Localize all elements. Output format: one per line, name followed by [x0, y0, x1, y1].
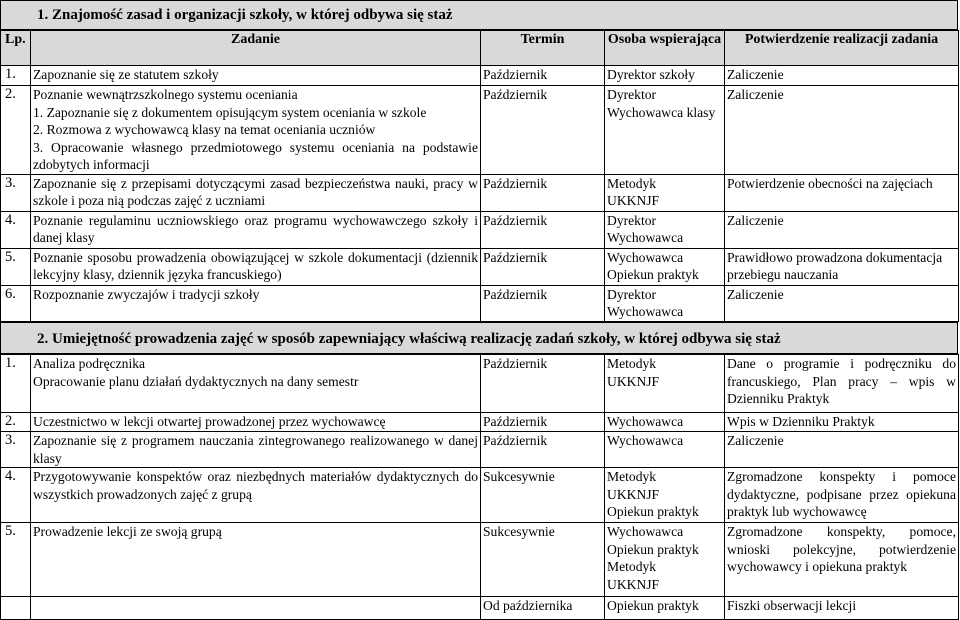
osoba-line: Metodyk — [607, 559, 657, 574]
cell-termin: Październik — [481, 285, 605, 321]
osoba-line: Wychowawca — [607, 230, 684, 245]
header-lp: Lp. — [1, 31, 31, 66]
cell-osoba — [605, 174, 725, 211]
zadanie-line: 2. Rozmowa z wychowawcą klasy na temat oceniania uczniów — [33, 122, 376, 137]
cell-termin: Od października — [481, 597, 605, 620]
cell-termin: Październik — [481, 174, 605, 211]
header-termin: Termin — [481, 31, 605, 66]
cell-potwierdzenie — [725, 66, 959, 86]
cell-zadanie — [31, 86, 481, 175]
header-osoba: Osoba wspierająca — [605, 31, 725, 66]
zadanie-line: Przygotowywanie konspektów oraz niezbędnych materiałów dydaktycznych do wszystkich prowadzonych zajęć z grupą — [33, 469, 478, 502]
osoba-line: Wychowawca — [607, 304, 684, 319]
cell-potwierdzenie — [725, 174, 959, 211]
osoba-line: Wychowawca — [607, 414, 684, 429]
cell-zadanie — [31, 355, 481, 413]
table-row — [1, 432, 959, 468]
cell-lp: 5. — [1, 248, 31, 285]
section-1-title: 1. Znajomość zasad i organizacji szkoły, w której odbywa się staż — [37, 7, 453, 23]
cell-zadanie — [31, 432, 481, 468]
osoba-line: Opiekun praktyk — [607, 541, 699, 557]
cell-termin: Sukcesywnie — [481, 523, 605, 597]
potwierdzenie-line: Zaliczenie — [727, 67, 784, 82]
potwierdzenie-line: Zgromadzone konspekty i pomoce dydaktyczne, podpisane przez opiekuna praktyk lub wychowawcę — [727, 469, 956, 519]
cell-termin: Październik — [481, 413, 605, 432]
section-1-header — [0, 0, 958, 30]
osoba-line: Metodyk — [607, 469, 657, 484]
osoba-line: Wychowawca — [607, 524, 684, 539]
table-row — [1, 66, 959, 86]
potwierdzenie-line: Wpis w Dzienniku Praktyk — [727, 414, 875, 429]
cell-zadanie — [31, 597, 481, 620]
cell-osoba — [605, 66, 725, 86]
section-2-header — [0, 322, 958, 354]
cell-zadanie — [31, 66, 481, 86]
cell-potwierdzenie — [725, 248, 959, 285]
potwierdzenie-line: Zaliczenie — [727, 87, 784, 102]
cell-osoba — [605, 355, 725, 413]
cell-potwierdzenie — [725, 355, 959, 413]
cell-termin: Październik — [481, 432, 605, 468]
cell-lp: 3. — [1, 174, 31, 211]
table-row — [1, 248, 959, 285]
table-row — [1, 355, 959, 413]
cell-osoba — [605, 432, 725, 468]
potwierdzenie-line: Zaliczenie — [727, 286, 784, 302]
zadanie-line: Analiza podręcznika — [33, 356, 146, 371]
cell-lp: 2. — [1, 86, 31, 175]
potwierdzenie-line: Zaliczenie — [727, 212, 784, 228]
potwierdzenie-line: Prawidłowo prowadzona dokumentacja przebiegu nauczania — [727, 249, 943, 282]
zadanie-line: 1. Zapoznanie się z dokumentem opisującym system oceniania w szkole — [33, 104, 427, 120]
cell-potwierdzenie — [725, 523, 959, 597]
cell-osoba — [605, 468, 725, 523]
cell-zadanie — [31, 211, 481, 248]
cell-zadanie — [31, 413, 481, 432]
cell-zadanie — [31, 285, 481, 321]
zadanie-line: Opracowanie planu działań dydaktycznych na dany semestr — [33, 373, 359, 389]
zadanie-line: Uczestnictwo w lekcji otwartej prowadzonej przez wychowawcę — [33, 414, 386, 429]
osoba-line: Opiekun praktyk — [607, 267, 699, 282]
zadanie-line: Rozpoznanie zwyczajów i tradycji szkoły — [33, 286, 260, 302]
table-row — [1, 211, 959, 248]
zadanie-line: Poznanie wewnątrzszkolnego systemu oceniania — [33, 87, 298, 102]
cell-potwierdzenie — [725, 86, 959, 175]
cell-potwierdzenie — [725, 413, 959, 432]
cell-osoba — [605, 597, 725, 620]
cell-termin: Październik — [481, 86, 605, 175]
cell-lp: 3. — [1, 432, 31, 468]
osoba-line: Dyrektor — [607, 212, 657, 228]
cell-termin: Październik — [481, 66, 605, 86]
cell-zadanie — [31, 468, 481, 523]
cell-potwierdzenie — [725, 211, 959, 248]
osoba-line: Opiekun praktyk — [607, 598, 699, 613]
table-row — [1, 523, 959, 597]
table-row — [1, 285, 959, 321]
osoba-line: UKKNJF — [607, 193, 660, 208]
cell-potwierdzenie — [725, 597, 959, 620]
cell-lp: 5. — [1, 523, 31, 597]
osoba-line: UKKNJF — [607, 373, 660, 389]
table-row — [1, 468, 959, 523]
cell-osoba — [605, 413, 725, 432]
table-row — [1, 86, 959, 175]
osoba-line: Dyrektor szkoły — [607, 67, 695, 82]
cell-osoba — [605, 86, 725, 175]
zadanie-line: Zapoznanie się ze statutem szkoły — [33, 67, 219, 82]
osoba-line: Wychowawca — [607, 433, 684, 448]
section-1-table — [0, 30, 959, 322]
zadanie-line: Zapoznanie się z przepisami dotyczącymi zasad bezpieczeństwa nauki, pracy w szkole i poza nią podczas zajęć z uczniami — [33, 175, 478, 208]
potwierdzenie-line: Fiszki obserwacji lekcji — [727, 598, 857, 613]
cell-termin: Październik — [481, 355, 605, 413]
header-potwierdzenie: Potwierdzenie realizacji zadania — [725, 31, 959, 66]
section-2-table — [0, 354, 959, 620]
potwierdzenie-line: Zaliczenie — [727, 433, 784, 448]
cell-potwierdzenie — [725, 285, 959, 321]
cell-osoba — [605, 211, 725, 248]
potwierdzenie-line: Potwierdzenie obecności na zajęciach — [727, 175, 933, 191]
cell-potwierdzenie — [725, 432, 959, 468]
osoba-line: Wychowawca — [607, 249, 684, 265]
cell-termin: Październik — [481, 248, 605, 285]
table-row — [1, 413, 959, 432]
cell-lp: 4. — [1, 211, 31, 248]
cell-zadanie — [31, 174, 481, 211]
table-header-row — [1, 31, 959, 66]
table-row — [1, 174, 959, 211]
cell-lp: 1. — [1, 66, 31, 86]
osoba-line: Dyrektor — [607, 87, 657, 102]
osoba-line: Metodyk — [607, 175, 657, 191]
osoba-line: Wychowawca klasy — [607, 104, 716, 120]
cell-lp — [1, 597, 31, 620]
cell-potwierdzenie — [725, 468, 959, 523]
osoba-line: UKKNJF — [607, 576, 660, 592]
cell-termin: Październik — [481, 211, 605, 248]
cell-lp: 2. — [1, 413, 31, 432]
zadanie-line: 3. Opracowanie własnego przedmiotowego systemu oceniania na podstawie zdobytych informacji — [33, 139, 478, 172]
header-zadanie: Zadanie — [31, 31, 481, 66]
osoba-line: UKKNJF — [607, 486, 660, 502]
potwierdzenie-line: Zgromadzone konspekty, pomoce, wnioski polekcyjne, potwierdzenie wychowawcy i opiekuna praktyk — [727, 524, 956, 574]
zadanie-line: Prowadzenie lekcji ze swoją grupą — [33, 524, 222, 539]
cell-osoba — [605, 523, 725, 597]
potwierdzenie-line: Dane o programie i podręczniku do francuskiego, Plan pracy – wpis w Dzienniku Praktyk — [727, 356, 956, 406]
zadanie-line: Poznanie regulaminu uczniowskiego oraz programu wychowawczego szkoły i danej klasy — [33, 212, 478, 245]
cell-zadanie — [31, 523, 481, 597]
cell-lp: 6. — [1, 285, 31, 321]
cell-termin: Sukcesywnie — [481, 468, 605, 523]
zadanie-line: Poznanie sposobu prowadzenia obowiązującej w szkole dokumentacji (dziennik lekcyjny klasy, dziennik języka francuskiego) — [33, 249, 478, 282]
section-2-title: 2. Umiejętność prowadzenia zajęć w sposób zapewniający właściwą realizację zadań szkoły, w której odbywa się staż — [37, 331, 781, 347]
cell-lp: 4. — [1, 468, 31, 523]
cell-osoba — [605, 285, 725, 321]
table-row — [1, 597, 959, 620]
osoba-line: Dyrektor — [607, 286, 657, 302]
osoba-line: Metodyk — [607, 356, 657, 371]
osoba-line: Opiekun praktyk — [607, 504, 699, 519]
cell-lp: 1. — [1, 355, 31, 413]
zadanie-line: Zapoznanie się z programem nauczania zintegrowanego realizowanego w danej klasy — [33, 433, 478, 466]
cell-osoba — [605, 248, 725, 285]
cell-zadanie — [31, 248, 481, 285]
